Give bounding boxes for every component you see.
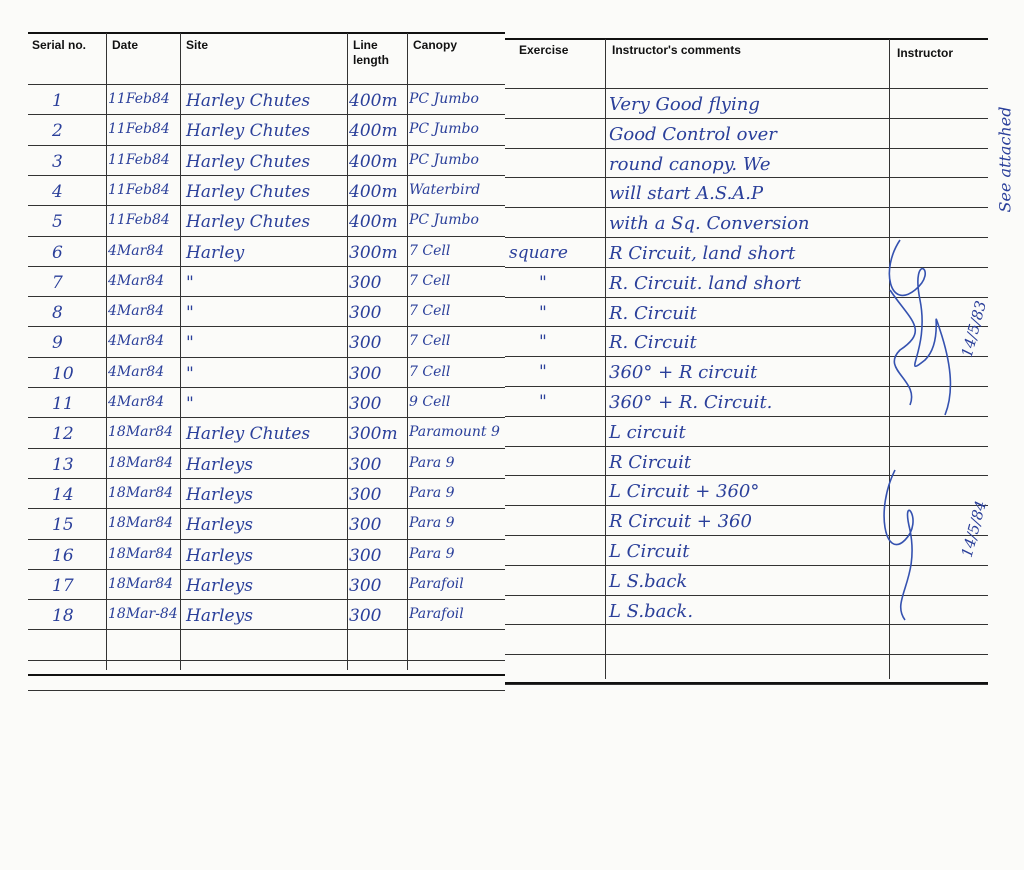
row-rule bbox=[505, 118, 988, 119]
site-cell: Harleys bbox=[186, 606, 253, 627]
signature-date-upper: 14/5/83 bbox=[957, 298, 991, 360]
exercise-cell: " bbox=[539, 362, 547, 383]
row-rule bbox=[505, 148, 988, 149]
serial-cell: 5 bbox=[52, 212, 63, 233]
line-length-cell: 300 bbox=[349, 272, 382, 293]
comment-cell: with a Sq. Conversion bbox=[609, 213, 810, 235]
date-cell: 11Feb84 bbox=[108, 212, 170, 229]
comment-cell: L circuit bbox=[609, 421, 686, 443]
canopy-cell: Waterbird bbox=[409, 181, 481, 198]
date-cell: 11Feb84 bbox=[108, 91, 170, 107]
row-rule bbox=[28, 296, 505, 297]
canopy-cell: 7 Cell bbox=[409, 333, 451, 350]
row-rule bbox=[28, 508, 505, 509]
header-date: Date bbox=[112, 38, 139, 52]
site-cell: Harley Chutes bbox=[186, 91, 311, 111]
row-rule bbox=[28, 478, 505, 479]
serial-cell: 13 bbox=[52, 454, 74, 475]
row-rule bbox=[28, 690, 505, 691]
row-rule bbox=[505, 177, 988, 178]
line-length-cell: 300 bbox=[349, 303, 382, 324]
row-rule bbox=[28, 84, 505, 85]
date-cell: 11Feb84 bbox=[108, 121, 170, 138]
line-length-cell: 400m bbox=[349, 151, 398, 172]
canopy-cell: PC Jumbo bbox=[409, 91, 479, 107]
row-rule bbox=[28, 387, 505, 388]
col-divider bbox=[347, 33, 348, 670]
col-divider bbox=[605, 39, 606, 679]
line-length-cell: 400m bbox=[349, 212, 398, 233]
serial-cell: 6 bbox=[52, 242, 63, 263]
comment-cell: R. Circuit. land short bbox=[609, 272, 802, 294]
top-rule bbox=[28, 32, 505, 34]
row-rule bbox=[28, 236, 505, 237]
serial-cell: 12 bbox=[52, 424, 74, 445]
canopy-cell: 7 Cell bbox=[409, 303, 451, 320]
date-cell: 4Mar84 bbox=[108, 394, 165, 410]
serial-cell: 17 bbox=[52, 575, 74, 596]
comment-cell: will start A.S.A.P bbox=[609, 183, 764, 205]
row-rule bbox=[28, 326, 505, 327]
header-line-length: Line length bbox=[353, 38, 389, 67]
header-serial: Serial no. bbox=[32, 38, 87, 52]
bottom-rule bbox=[28, 674, 505, 676]
serial-cell: 18 bbox=[52, 606, 74, 627]
signature-date-lower: 14/5/84 bbox=[957, 498, 991, 560]
canopy-cell: Para 9 bbox=[409, 454, 455, 471]
comment-cell: R. Circuit bbox=[609, 332, 697, 354]
serial-cell: 9 bbox=[52, 333, 63, 354]
canopy-cell: 7 Cell bbox=[409, 272, 451, 289]
row-rule bbox=[505, 207, 988, 208]
line-length-cell: 300 bbox=[349, 484, 382, 505]
canopy-cell: PC Jumbo bbox=[409, 151, 479, 168]
serial-cell: 3 bbox=[52, 151, 63, 172]
line-length-cell: 400m bbox=[349, 121, 398, 142]
row-rule bbox=[28, 629, 505, 630]
canopy-cell: Parafoil bbox=[409, 606, 464, 623]
canopy-cell: Para 9 bbox=[409, 484, 455, 501]
canopy-cell: 7 Cell bbox=[409, 363, 451, 380]
site-cell: Harley bbox=[186, 242, 245, 263]
header-site: Site bbox=[186, 38, 209, 52]
date-cell: 18Mar84 bbox=[108, 575, 174, 592]
site-cell: " bbox=[186, 333, 194, 354]
canopy-cell: 9 Cell bbox=[409, 394, 451, 410]
exercise-cell: square bbox=[509, 243, 568, 263]
row-rule bbox=[28, 660, 505, 661]
site-cell: Harleys bbox=[186, 484, 253, 505]
site-cell: Harley Chutes bbox=[186, 121, 311, 142]
col-divider bbox=[106, 33, 107, 670]
line-length-cell: 300 bbox=[349, 333, 382, 354]
row-rule bbox=[28, 357, 505, 358]
date-cell: 4Mar84 bbox=[108, 333, 165, 350]
line-length-cell: 300 bbox=[349, 575, 382, 596]
comment-cell: 360° + R. Circuit. bbox=[609, 392, 773, 413]
comment-cell: L S.back bbox=[609, 570, 688, 592]
comment-cell: R. Circuit bbox=[609, 302, 697, 324]
line-length-cell: 300 bbox=[349, 606, 382, 627]
site-cell: Harley Chutes bbox=[186, 151, 311, 172]
margin-note: See attached bbox=[995, 106, 1015, 213]
serial-cell: 7 bbox=[52, 272, 63, 293]
canopy-cell: Para 9 bbox=[409, 545, 455, 562]
line-length-cell: 300 bbox=[349, 363, 382, 384]
canopy-cell: PC Jumbo bbox=[409, 212, 479, 229]
row-rule bbox=[28, 599, 505, 600]
row-rule bbox=[28, 266, 505, 267]
serial-cell: 8 bbox=[52, 303, 63, 324]
serial-cell: 10 bbox=[52, 363, 74, 384]
comment-cell: L S.back. bbox=[609, 600, 694, 622]
serial-cell: 4 bbox=[52, 181, 63, 202]
comment-cell: L Circuit + 360° bbox=[609, 481, 760, 503]
canopy-cell: 7 Cell bbox=[409, 242, 451, 259]
serial-cell: 2 bbox=[52, 121, 63, 142]
row-rule bbox=[28, 539, 505, 540]
serial-cell: 1 bbox=[52, 91, 63, 111]
top-rule bbox=[505, 38, 988, 40]
comment-cell: R Circuit bbox=[609, 451, 692, 473]
date-cell: 11Feb84 bbox=[108, 151, 170, 168]
exercise-cell: " bbox=[539, 302, 547, 323]
canopy-cell: Paramount 9 bbox=[409, 424, 500, 441]
canopy-cell: PC Jumbo bbox=[409, 121, 479, 138]
serial-cell: 11 bbox=[52, 394, 74, 414]
header-instructor: Instructor bbox=[897, 46, 954, 60]
comment-cell: Very Good flying bbox=[609, 94, 760, 115]
line-length-cell: 400m bbox=[349, 181, 398, 202]
col-divider bbox=[180, 33, 181, 670]
site-cell: " bbox=[186, 272, 194, 293]
row-rule bbox=[28, 114, 505, 115]
date-cell: 4Mar84 bbox=[108, 272, 165, 289]
row-rule bbox=[28, 417, 505, 418]
site-cell: Harley Chutes bbox=[186, 424, 311, 445]
comment-cell: round canopy. We bbox=[609, 153, 771, 175]
site-cell: Harleys bbox=[186, 575, 253, 596]
header-exercise: Exercise bbox=[519, 43, 569, 57]
line-length-cell: 300 bbox=[349, 515, 382, 536]
site-cell: Harleys bbox=[186, 515, 253, 536]
site-cell: Harleys bbox=[186, 454, 253, 475]
date-cell: 18Mar84 bbox=[108, 424, 174, 441]
row-rule bbox=[28, 205, 505, 206]
date-cell: 4Mar84 bbox=[108, 242, 165, 259]
canopy-cell: Parafoil bbox=[409, 575, 464, 592]
row-rule bbox=[28, 569, 505, 570]
comment-cell: L Circuit bbox=[609, 541, 690, 562]
line-length-cell: 300m bbox=[349, 242, 398, 263]
comment-cell: R Circuit, land short bbox=[609, 243, 796, 264]
line-length-cell: 300m bbox=[349, 424, 398, 445]
exercise-cell: " bbox=[539, 332, 547, 353]
row-rule bbox=[28, 145, 505, 146]
canopy-cell: Para 9 bbox=[409, 515, 455, 532]
comment-cell: R Circuit + 360 bbox=[609, 511, 752, 533]
date-cell: 18Mar84 bbox=[108, 545, 174, 562]
line-length-cell: 400m bbox=[349, 91, 398, 111]
date-cell: 18Mar84 bbox=[108, 454, 174, 471]
site-cell: " bbox=[186, 394, 194, 414]
date-cell: 11Feb84 bbox=[108, 181, 170, 198]
row-rule bbox=[28, 175, 505, 176]
date-cell: 18Mar84 bbox=[108, 515, 174, 532]
row-rule bbox=[505, 88, 988, 89]
line-length-cell: 300 bbox=[349, 454, 382, 475]
date-cell: 18Mar84 bbox=[108, 484, 174, 501]
header-comments: Instructor's comments bbox=[612, 43, 741, 57]
serial-cell: 16 bbox=[52, 545, 74, 566]
exercise-cell: " bbox=[539, 392, 547, 412]
serial-cell: 14 bbox=[52, 484, 74, 505]
comment-cell: Good Control over bbox=[609, 123, 777, 145]
header-canopy: Canopy bbox=[413, 38, 458, 52]
line-length-cell: 300 bbox=[349, 394, 382, 414]
date-cell: 18Mar-84 bbox=[108, 606, 178, 623]
site-cell: " bbox=[186, 363, 194, 384]
comment-cell: 360° + R circuit bbox=[609, 362, 758, 384]
date-cell: 4Mar84 bbox=[108, 303, 165, 320]
serial-cell: 15 bbox=[52, 515, 74, 536]
site-cell: " bbox=[186, 303, 194, 324]
site-cell: Harleys bbox=[186, 545, 253, 566]
site-cell: Harley Chutes bbox=[186, 212, 311, 233]
col-divider bbox=[407, 33, 408, 670]
exercise-cell: " bbox=[539, 272, 547, 293]
date-cell: 4Mar84 bbox=[108, 363, 165, 380]
site-cell: Harley Chutes bbox=[186, 181, 311, 202]
logbook-right-page bbox=[505, 0, 1024, 725]
line-length-cell: 300 bbox=[349, 545, 382, 566]
logbook-left-page bbox=[0, 0, 505, 725]
row-rule bbox=[28, 448, 505, 449]
